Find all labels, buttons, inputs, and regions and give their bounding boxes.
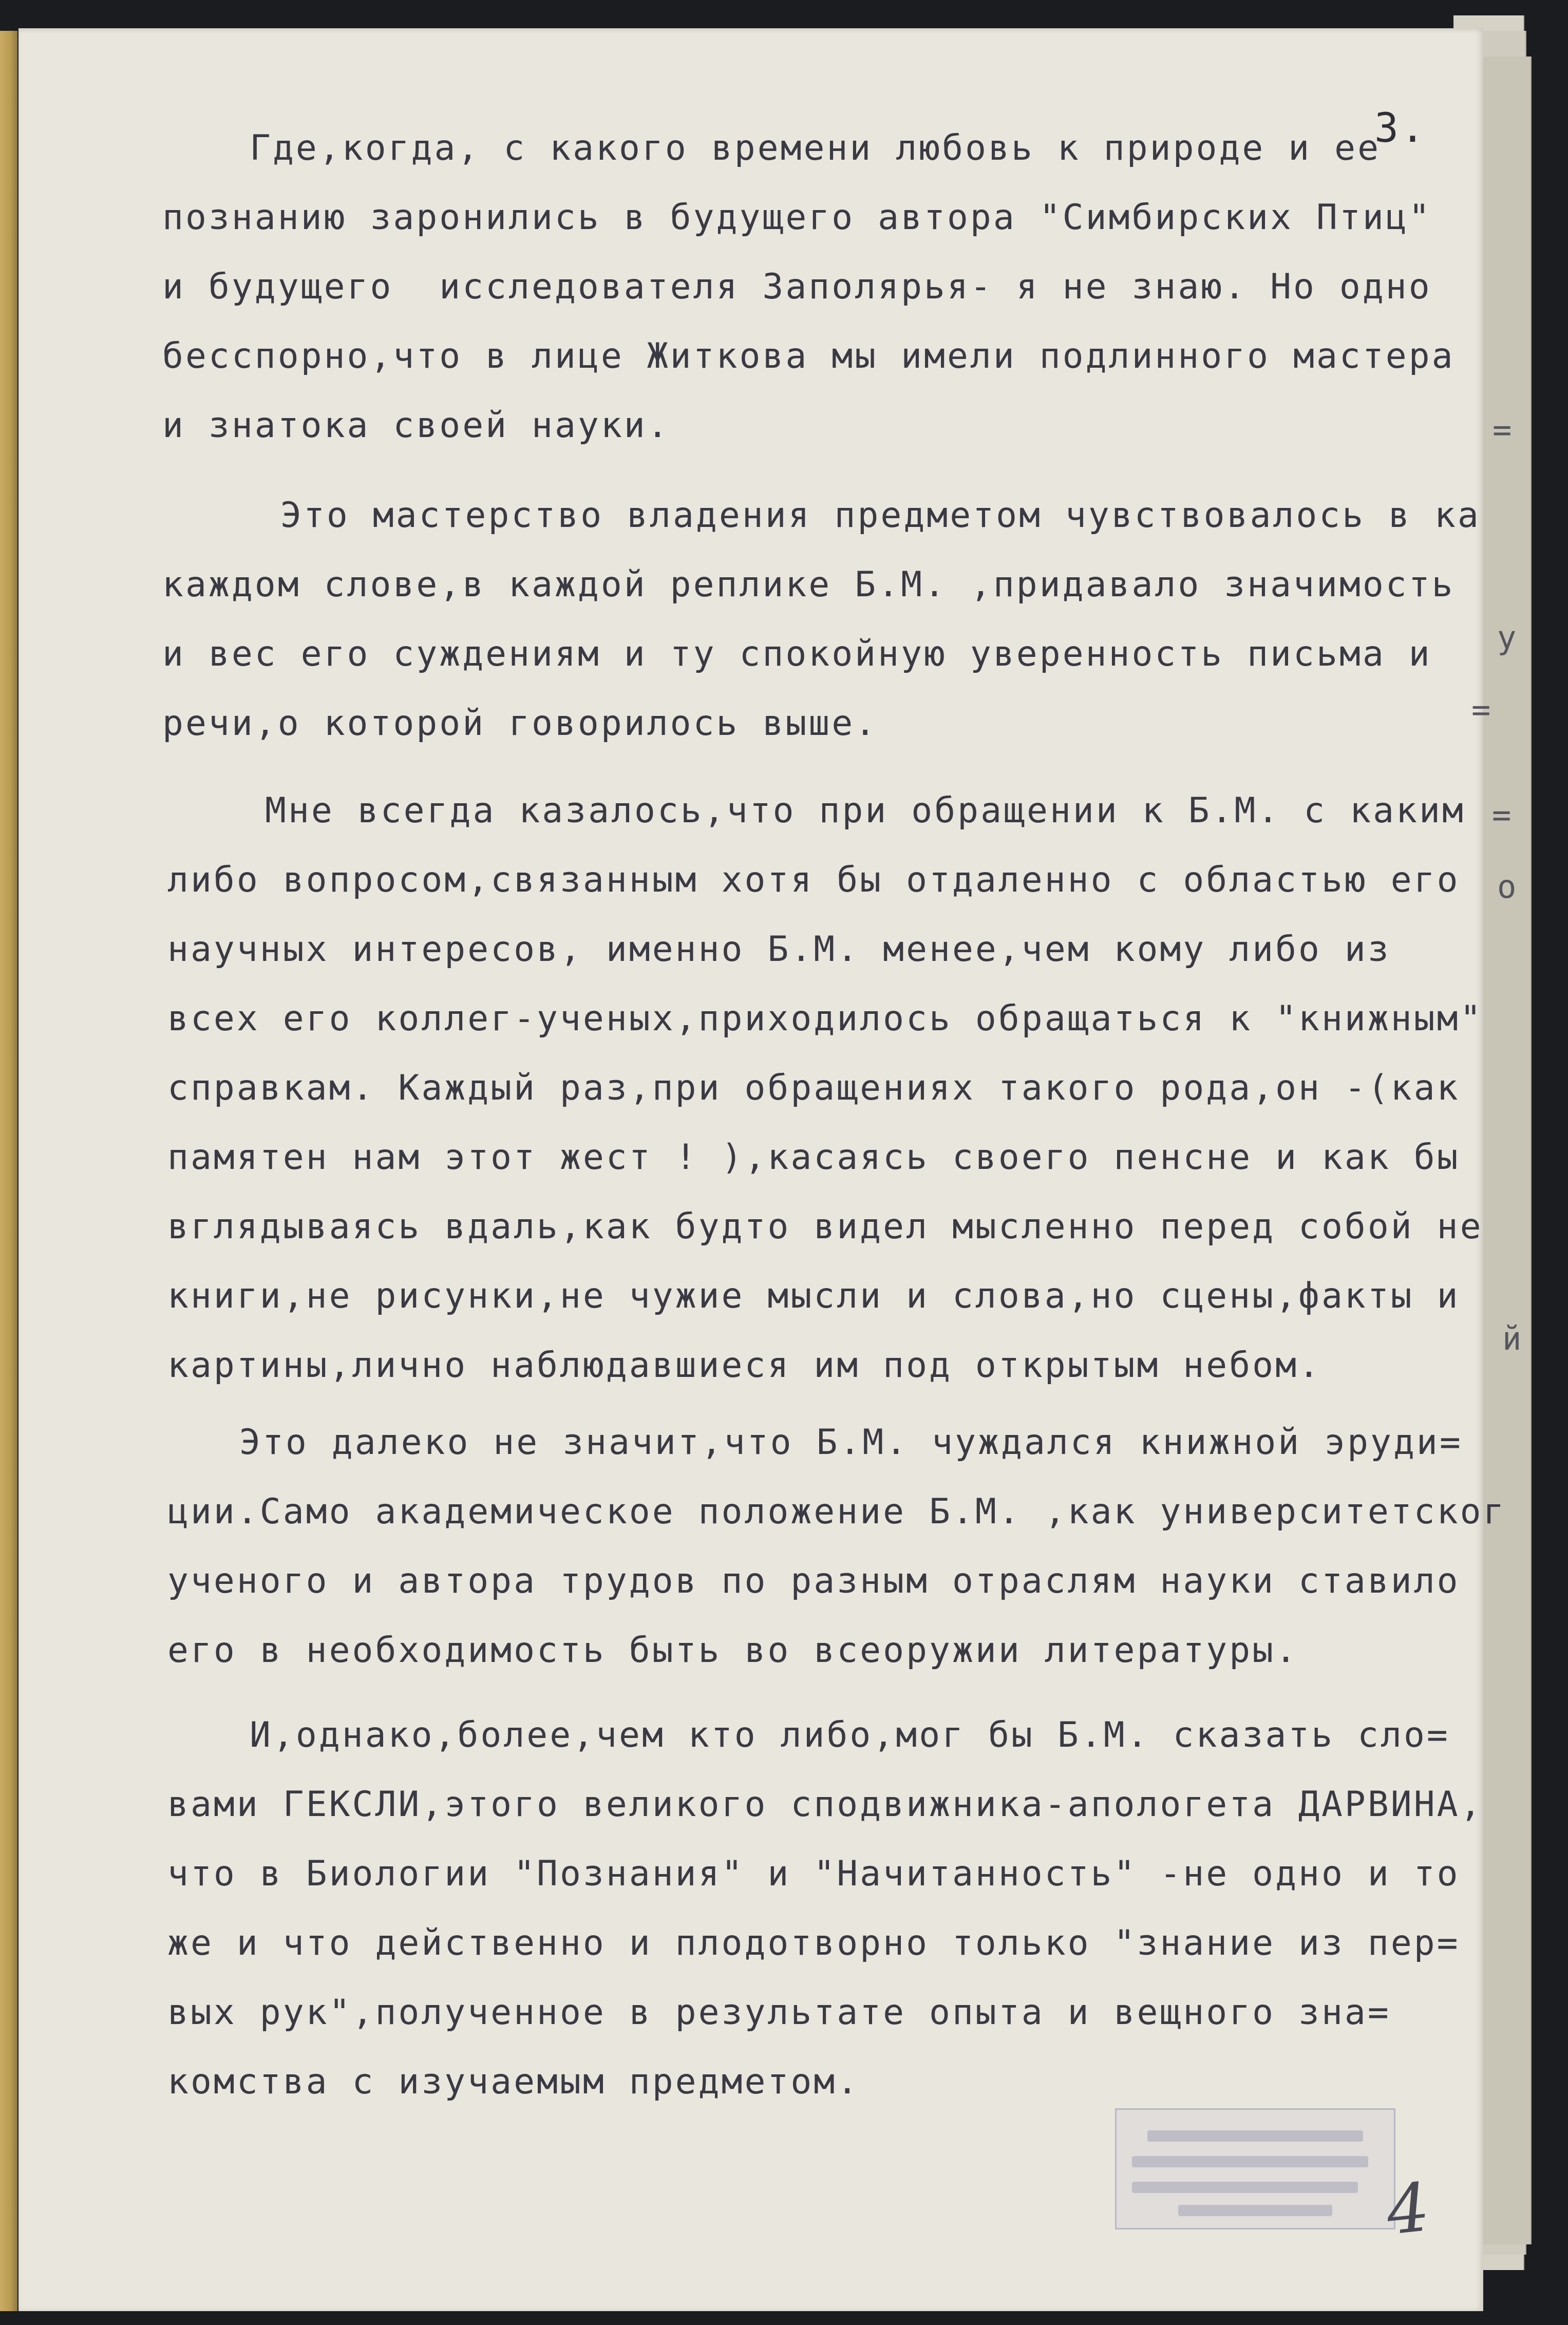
text-line: И,однако,более,чем кто либо,мог бы Б.М. сказать сло= <box>250 1715 1450 1755</box>
archive-stamp <box>1115 2108 1395 2229</box>
text-line: справкам. Каждый раз,при обращениях такого рода,он -(как <box>167 1068 1460 1108</box>
handwritten-folio-number: 4 <box>1383 2168 1433 2250</box>
text-line: бесспорно,что в лице Житкова мы имели подлинного мастера <box>162 336 1455 376</box>
text-line: же и что действенно и плодотворно только "знание из пер= <box>167 1923 1460 1963</box>
text-line: каждом слове,в каждой реплике Б.М. ,придавало значимость <box>162 564 1455 605</box>
text-line: научных интересов, именно Б.М. менее,чем кому либо из <box>167 929 1391 970</box>
text-line: речи,о которой говорилось выше. <box>162 703 878 744</box>
text-line: познанию заронились в будущего автора "Симбирских Птиц" <box>162 197 1432 238</box>
text-line: что в Биологии "Познания" и "Начитанность" -не одно и то <box>167 1854 1460 1894</box>
text-line: ции.Само академическое положение Б.М. ,как университетског <box>167 1491 1506 1532</box>
text-line: вых рук",полученное в результате опыта и вещного зна= <box>167 1992 1391 2033</box>
margin-mark: = <box>1492 796 1512 834</box>
text-line: вглядываясь вдаль,как будто видел мысленно перед собой не <box>167 1206 1483 1247</box>
text-line: и знатока своей науки. <box>162 405 670 446</box>
text-line: всех его коллег-ученых,приходилось обращаться к "книжным" <box>167 998 1483 1039</box>
margin-mark: у <box>1497 619 1517 656</box>
margin-mark: й <box>1502 1320 1522 1357</box>
text-line: ученого и автора трудов по разным отраслям науки ставило <box>167 1561 1460 1601</box>
text-line: Где,когда, с какого времени любовь к природе и ее <box>250 128 1381 168</box>
page-number: 3. <box>1374 105 1427 152</box>
text-line: Это далеко не значит,что Б.М. чуждался книжной эруди= <box>239 1422 1463 1463</box>
text-line: Это мастерство владения предметом чувствовалось в ка <box>280 495 1481 536</box>
margin-mark: о <box>1497 868 1517 905</box>
margin-mark: = <box>1493 411 1512 448</box>
margin-mark: = <box>1471 691 1491 728</box>
text-line: памятен нам этот жест ! ),касаясь своего пенсне и как бы <box>167 1137 1460 1178</box>
text-line: и вес его суждениям и ту спокойную уверенность письма и <box>162 634 1432 674</box>
text-line: книги,не рисунки,не чужие мысли и слова,но сцены,факты и <box>167 1276 1460 1316</box>
text-line: либо вопросом,связанным хотя бы отдаленно с областью его <box>167 860 1460 900</box>
text-line: вами ГЕКСЛИ,этого великого сподвижника-апологета ДАРВИНА, <box>167 1784 1483 1825</box>
text-line: и будущего исследователя Заполярья- я не знаю. Но одно <box>162 267 1432 307</box>
typed-page <box>18 28 1506 2311</box>
text-line: его в необходимость быть во всеоружии литературы. <box>167 1630 1299 1671</box>
text-line: Мне всегда казалось,что при обращении к Б.М. с каким <box>265 790 1465 831</box>
text-line: картины,лично наблюдавшиеся им под открытым небом. <box>167 1345 1321 1386</box>
folder-edge <box>0 31 17 2311</box>
text-line: комства с изучаемым предметом. <box>167 2062 860 2102</box>
